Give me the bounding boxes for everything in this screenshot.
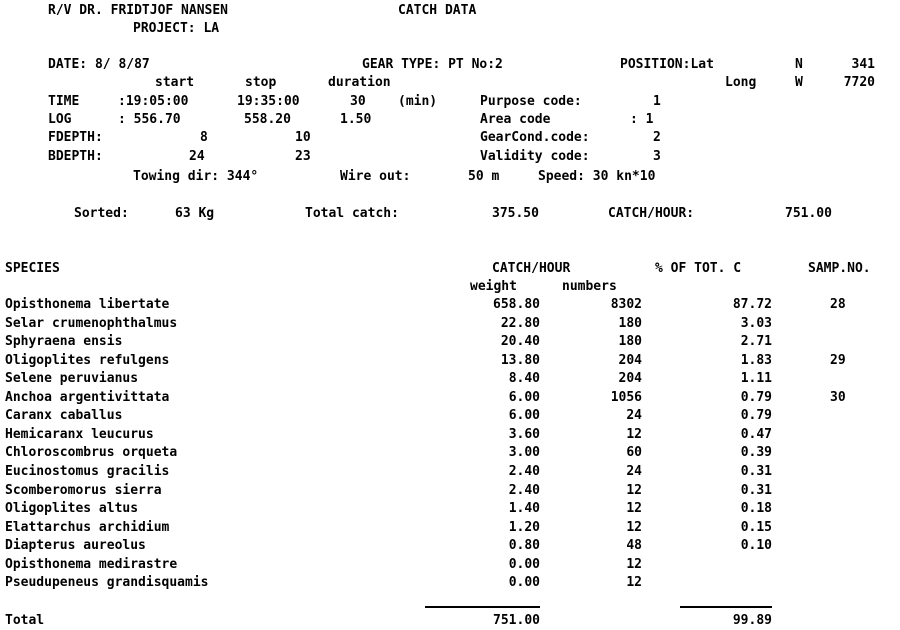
sample-cell: 29	[830, 353, 846, 368]
numbers-header: numbers	[562, 279, 617, 294]
col-start-label: start	[155, 75, 195, 90]
purpose-code-label: Purpose code:	[480, 94, 582, 109]
weight-cell: 0.80	[508, 538, 540, 553]
validity-code-label: Validity code:	[480, 149, 590, 164]
report-title: CATCH DATA	[398, 3, 477, 18]
percent-cell: 1.11	[740, 371, 772, 386]
catch-per-hour-label: CATCH/HOUR:	[608, 206, 695, 221]
percent-cell: 0.39	[740, 445, 772, 460]
catch-per-hour-value: 751.00	[785, 206, 832, 221]
percent-cell: 0.10	[740, 538, 772, 553]
log-stop: 558.20	[244, 112, 291, 127]
percent-total-header: % OF TOT. C	[655, 261, 742, 276]
weight-cell: 22.80	[500, 316, 540, 331]
bdepth-start: 24	[189, 149, 205, 164]
numbers-cell: 180	[618, 334, 642, 349]
total-catch-label: Total catch:	[305, 206, 399, 221]
long-value: 7720	[843, 75, 875, 90]
numbers-cell: 60	[626, 445, 642, 460]
percent-cell: 1.83	[740, 353, 772, 368]
weight-cell: 13.80	[500, 353, 540, 368]
weight-total-rule	[425, 606, 540, 608]
weight-header: weight	[470, 279, 517, 294]
percent-cell: 0.18	[740, 501, 772, 516]
weight-cell: 3.00	[508, 445, 540, 460]
total-percent: 99.89	[732, 613, 772, 628]
species-name: Caranx caballus	[5, 408, 123, 423]
col-duration-label: duration	[328, 75, 391, 90]
long-hemisphere: W	[795, 75, 803, 90]
percent-cell: 0.31	[740, 464, 772, 479]
total-label: Total	[5, 613, 45, 628]
percent-cell: 0.15	[740, 520, 772, 535]
species-name: Selar crumenophthalmus	[5, 316, 178, 331]
log-label: LOG	[48, 112, 72, 127]
percent-total-rule	[680, 606, 772, 608]
weight-cell: 8.40	[508, 371, 540, 386]
lat-hemisphere: N	[795, 57, 803, 72]
sample-cell: 30	[830, 390, 846, 405]
percent-cell: 2.71	[740, 334, 772, 349]
wire-out-value: 50 m	[468, 169, 500, 184]
weight-cell: 658.80	[493, 297, 540, 312]
species-name: Eucinostomus gracilis	[5, 464, 170, 479]
percent-cell: 0.79	[740, 390, 772, 405]
percent-cell: 87.72	[732, 297, 772, 312]
weight-cell: 1.40	[508, 501, 540, 516]
weight-cell: 2.40	[508, 483, 540, 498]
numbers-cell: 48	[626, 538, 642, 553]
species-name: Opisthonema medirastre	[5, 557, 178, 572]
bdepth-stop: 23	[295, 149, 311, 164]
species-name: Pseudupeneus grandisquamis	[5, 575, 209, 590]
time-unit: (min)	[398, 94, 438, 109]
time-label: TIME	[48, 94, 80, 109]
percent-cell: 0.79	[740, 408, 772, 423]
weight-cell: 0.00	[508, 557, 540, 572]
col-stop-label: stop	[245, 75, 277, 90]
time-duration: 30	[350, 94, 366, 109]
log-start: : 556.70	[118, 112, 181, 127]
sorted-value: 63 Kg	[175, 206, 215, 221]
species-name: Chloroscombrus orqueta	[5, 445, 178, 460]
fdepth-label: FDEPTH:	[48, 130, 103, 145]
numbers-cell: 12	[626, 501, 642, 516]
numbers-cell: 24	[626, 464, 642, 479]
numbers-cell: 12	[626, 427, 642, 442]
species-name: Oligoplites refulgens	[5, 353, 170, 368]
species-header: SPECIES	[5, 261, 60, 276]
numbers-cell: 8302	[610, 297, 642, 312]
total-weight: 751.00	[493, 613, 540, 628]
lat-value: 341	[851, 57, 875, 72]
numbers-cell: 12	[626, 575, 642, 590]
species-name: Oligoplites altus	[5, 501, 139, 516]
time-stop: 19:35:00	[237, 94, 300, 109]
weight-cell: 3.60	[508, 427, 540, 442]
weight-cell: 2.40	[508, 464, 540, 479]
validity-code-value: 3	[653, 149, 661, 164]
species-name: Elattarchus archidium	[5, 520, 170, 535]
fdepth-start: 8	[200, 130, 208, 145]
area-code-value: : 1	[630, 112, 654, 127]
numbers-cell: 12	[626, 483, 642, 498]
species-name: Scomberomorus sierra	[5, 483, 162, 498]
species-name: Anchoa argentivittata	[5, 390, 170, 405]
bdepth-label: BDEPTH:	[48, 149, 103, 164]
numbers-cell: 12	[626, 557, 642, 572]
gearcond-code-value: 2	[653, 130, 661, 145]
percent-cell: 0.31	[740, 483, 772, 498]
vessel-name: R/V DR. FRIDTJOF NANSEN	[48, 3, 229, 18]
species-name: Opisthonema libertate	[5, 297, 170, 312]
percent-cell: 3.03	[740, 316, 772, 331]
fdepth-stop: 10	[295, 130, 311, 145]
numbers-cell: 1056	[610, 390, 642, 405]
towing-direction: Towing dir: 344°	[133, 169, 259, 184]
project-label: PROJECT: LA	[133, 21, 220, 36]
catch-hour-header: CATCH/HOUR	[492, 261, 571, 276]
time-start: :19:05:00	[118, 94, 189, 109]
sorted-label: Sorted:	[74, 206, 129, 221]
percent-cell: 0.47	[740, 427, 772, 442]
species-name: Hemicaranx leucurus	[5, 427, 154, 442]
speed-field: Speed: 30 kn*10	[538, 169, 656, 184]
numbers-cell: 24	[626, 408, 642, 423]
weight-cell: 1.20	[508, 520, 540, 535]
numbers-cell: 204	[618, 371, 642, 386]
area-code-label: Area code	[480, 112, 551, 127]
species-name: Diapterus aureolus	[5, 538, 146, 553]
position-label: POSITION:Lat	[620, 57, 714, 72]
weight-cell: 6.00	[508, 390, 540, 405]
sample-number-header: SAMP.NO.	[808, 261, 871, 276]
numbers-cell: 180	[618, 316, 642, 331]
date-field: DATE: 8/ 8/87	[48, 57, 150, 72]
sample-cell: 28	[830, 297, 846, 312]
wire-out-label: Wire out:	[340, 169, 411, 184]
species-name: Selene peruvianus	[5, 371, 139, 386]
numbers-cell: 204	[618, 353, 642, 368]
weight-cell: 0.00	[508, 575, 540, 590]
gearcond-code-label: GearCond.code:	[480, 130, 590, 145]
long-label: Long	[725, 75, 757, 90]
weight-cell: 6.00	[508, 408, 540, 423]
log-distance: 1.50	[340, 112, 372, 127]
weight-cell: 20.40	[500, 334, 540, 349]
gear-type: GEAR TYPE: PT No:2	[362, 57, 503, 72]
total-catch-value: 375.50	[492, 206, 539, 221]
purpose-code-value: 1	[653, 94, 661, 109]
numbers-cell: 12	[626, 520, 642, 535]
species-name: Sphyraena ensis	[5, 334, 123, 349]
